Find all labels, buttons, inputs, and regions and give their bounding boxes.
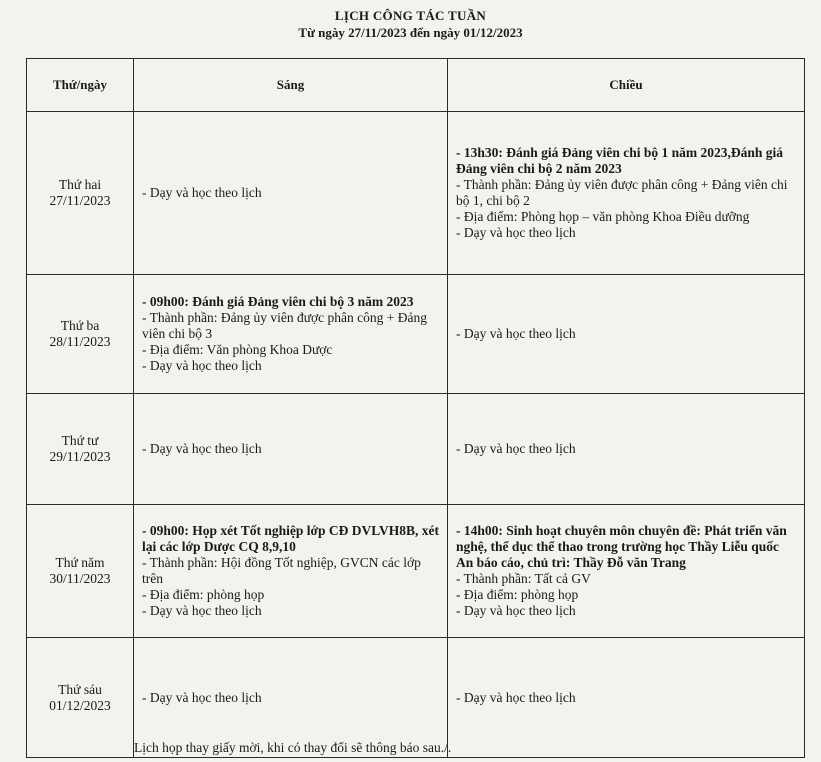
- morning-cell: [134, 112, 448, 275]
- afternoon-entry: - Dạy và học theo lịch: [456, 689, 576, 705]
- afternoon-entry: - Thành phần: Đảng ủy viên được phân công + Đảng viên chi bộ 1, chi bộ 2: [456, 177, 788, 208]
- morning-cell: [134, 505, 448, 638]
- afternoon-entry: - Thành phần: Tất cả GV: [456, 571, 591, 586]
- day-name: Thứ năm: [55, 555, 105, 570]
- day-cell: [27, 112, 134, 275]
- morning-entry: - Địa điểm: phòng họp: [142, 587, 265, 602]
- morning-cell: [134, 394, 448, 505]
- morning-entry: - Dạy và học theo lịch: [142, 441, 262, 456]
- day-name: Thứ tư: [61, 433, 99, 448]
- table-row: [27, 275, 805, 394]
- afternoon-cell: [448, 638, 805, 758]
- column-header-day: Thứ/ngày: [27, 59, 134, 112]
- day-date: 30/11/2023: [49, 571, 111, 586]
- afternoon-entry: - Dạy và học theo lịch: [456, 603, 576, 618]
- morning-entry: - Địa điểm: Văn phòng Khoa Dược: [142, 342, 333, 357]
- morning-entry: - Dạy và học theo lịch: [142, 603, 262, 618]
- morning-entry: - Dạy và học theo lịch: [142, 185, 262, 200]
- day-date: 01/12/2023: [49, 697, 111, 713]
- footer-note: Lịch họp thay giấy mời, khi có thay đổi sẽ thông báo sau./.: [134, 740, 452, 755]
- day-name: Thứ hai: [58, 177, 102, 192]
- column-header-afternoon: Chiều: [448, 59, 805, 112]
- morning-entry: - Dạy và học theo lịch: [142, 689, 262, 705]
- table-header-row: [27, 59, 805, 112]
- afternoon-cell: [448, 394, 805, 505]
- morning-cell: [134, 275, 448, 394]
- afternoon-entry: - Dạy và học theo lịch: [456, 225, 576, 240]
- day-cell: [27, 505, 134, 638]
- day-name: Thứ ba: [60, 318, 100, 333]
- morning-entry: - 09h00: Đánh giá Đảng viên chi bộ 3 năm 2023: [142, 294, 414, 309]
- date-range-subtitle: Từ ngày 27/11/2023 đến ngày 01/12/2023: [298, 25, 523, 40]
- day-date: 28/11/2023: [49, 334, 111, 349]
- afternoon-entry: - 13h30: Đánh giá Đảng viên chi bộ 1 năm 2023,Đánh giá Đảng viên chi bộ 2 năm 2023: [456, 145, 784, 176]
- weekly-schedule-table: [26, 58, 805, 758]
- afternoon-entry: - Địa điểm: Phòng họp – văn phòng Khoa Điều dưỡng: [456, 209, 750, 224]
- morning-entry: - Thành phần: Hội đồng Tốt nghiệp, GVCN các lớp trên: [142, 555, 421, 586]
- table-row: [27, 394, 805, 505]
- afternoon-cell: [448, 112, 805, 275]
- day-cell: [27, 275, 134, 394]
- afternoon-entry: - Dạy và học theo lịch: [456, 326, 576, 341]
- day-cell: [27, 394, 134, 505]
- afternoon-entry: - Dạy và học theo lịch: [456, 441, 576, 456]
- day-date: 29/11/2023: [49, 449, 111, 464]
- afternoon-entry: - Địa điểm: phòng họp: [456, 587, 579, 602]
- day-cell: [27, 638, 134, 758]
- day-name: Thứ sáu: [58, 681, 102, 697]
- morning-entry: - Dạy và học theo lịch: [142, 358, 262, 373]
- afternoon-cell: [448, 505, 805, 638]
- morning-entry: - 09h00: Họp xét Tốt nghiệp lớp CĐ DVLVH8B, xét lại các lớp Dược CQ 8,9,10: [142, 523, 440, 554]
- afternoon-entry: - 14h00: Sinh hoạt chuyên môn chuyên đề: Phát triển văn nghệ, thể dục thể thao trong trường học Thầy Liễu quốc An báo cáo, chủ trì: Thầy Đỗ văn Trang: [456, 523, 787, 570]
- day-date: 27/11/2023: [49, 193, 111, 208]
- page-title: LỊCH CÔNG TÁC TUẦN: [334, 8, 487, 23]
- table-row: [27, 112, 805, 275]
- column-header-morning: Sáng: [134, 59, 448, 112]
- morning-entry: - Thành phần: Đảng ủy viên được phân công + Đảng viên chi bộ 3: [142, 310, 428, 341]
- table-row: [27, 505, 805, 638]
- afternoon-cell: [448, 275, 805, 394]
